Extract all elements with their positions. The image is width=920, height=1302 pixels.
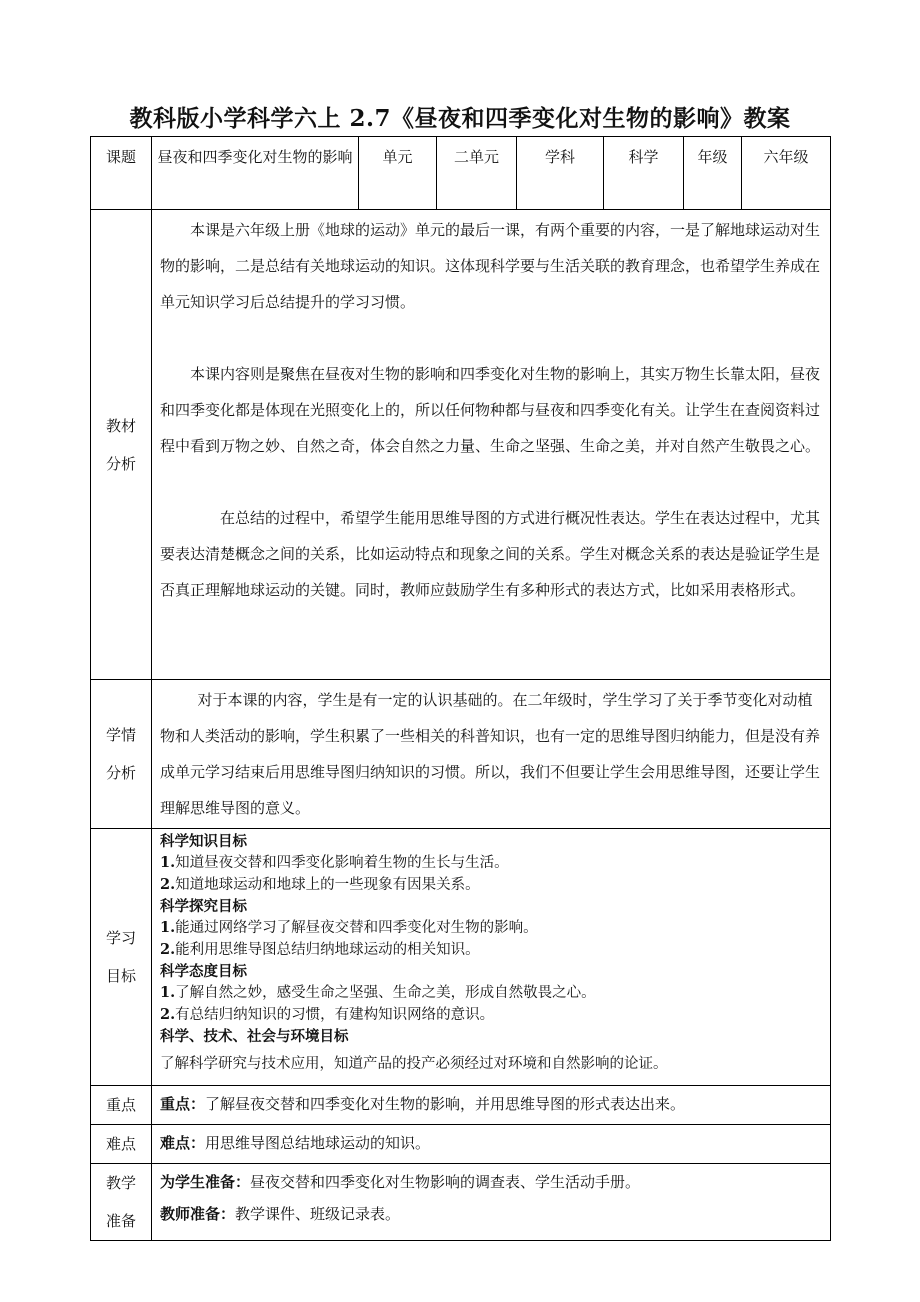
key-point-label: 重点 xyxy=(91,1086,152,1125)
key-point-prefix: 重点： xyxy=(160,1095,206,1113)
knowledge-item: 2.知道地球运动和地球上的一些现象有因果关系。 xyxy=(160,876,480,893)
difficulty-label: 难点 xyxy=(91,1125,152,1164)
student-analysis-text: 对于本课的内容，学生是有一定的认识基础的。在二年级时，学生学习了关于季节变化对动植物和人类活动的影响，学生积累了一些相关的科普知识，也有一定的思维导图归纳能力，但是没有养成单元学习结束后用思维导图归纳知识的习惯。所以，我们不但要让学生会用思维导图，还要让学生理解思维导图的意义。 xyxy=(160,691,821,817)
attitude-heading: 科学态度目标 xyxy=(160,963,247,980)
preparation-content xyxy=(152,1164,831,1241)
attitude-item: 1.了解自然之妙，感受生命之坚强、生命之美，形成自然敬畏之心。 xyxy=(160,984,596,1001)
preparation-row xyxy=(91,1164,831,1241)
learning-objectives-content xyxy=(152,829,831,1086)
unit-value: 二单元 xyxy=(437,137,517,210)
grade-label: 年级 xyxy=(684,137,742,210)
student-analysis-label: 学情分析 xyxy=(91,680,152,829)
difficulty-prefix: 难点： xyxy=(160,1134,206,1152)
topic-label: 课题 xyxy=(91,137,152,210)
key-point-text: 了解昼夜交替和四季变化对生物的影响，并用思维导图的形式表达出来。 xyxy=(205,1095,686,1113)
learning-objectives-row xyxy=(91,829,831,1086)
grade-value: 六年级 xyxy=(742,137,831,210)
sts-text: 了解科学研究与技术应用，知道产品的投产必须经过对环境和自然影响的论证。 xyxy=(160,1056,668,1072)
document-title: 教科版小学科学六上 2.7《昼夜和四季变化对生物的影响》教案 xyxy=(129,105,791,132)
inquiry-item: 1.能通过网络学习了解昼夜交替和四季变化对生物的影响。 xyxy=(160,919,538,936)
difficulty-row xyxy=(91,1125,831,1164)
difficulty-text: 用思维导图总结地球运动的知识。 xyxy=(205,1134,431,1152)
knowledge-heading: 科学知识目标 xyxy=(160,833,247,850)
preparation-label: 教学准备 xyxy=(91,1164,152,1241)
inquiry-heading: 科学探究目标 xyxy=(160,898,247,915)
textbook-analysis-row xyxy=(91,210,831,680)
key-point-row xyxy=(91,1086,831,1125)
sts-heading: 科学、技术、社会与环境目标 xyxy=(160,1028,349,1045)
topic-value: 昼夜和四季变化对生物的影响 xyxy=(152,137,359,210)
textbook-paragraph-3: 在总结的过程中，希望学生能用思维导图的方式进行概况性表达。学生在表达过程中，尤其要表达清楚概念之间的关系，比如运动特点和现象之间的关系。学生对概念关系的表达是验证学生是否真正理解地球运动的关键。同时，教师应鼓励学生有多种形式的表达方式，比如采用表格形式。 xyxy=(160,509,821,599)
attitude-item: 2.有总结归纳知识的习惯，有建构知识网络的意识。 xyxy=(160,1006,495,1023)
key-point-content xyxy=(152,1086,831,1125)
subject-label: 学科 xyxy=(517,137,604,210)
teacher-preparation: 教师准备：教学课件、班级记录表。 xyxy=(160,1205,401,1223)
textbook-analysis-content xyxy=(152,210,831,680)
lesson-plan-table xyxy=(90,136,831,1241)
knowledge-item: 1.知道昼夜交替和四季变化影响着生物的生长与生活。 xyxy=(160,854,509,871)
textbook-paragraph-1: 本课是六年级上册《地球的运动》单元的最后一课，有两个重要的内容，一是了解地球运动对生物的影响，二是总结有关地球运动的知识。这体现科学要与生活关联的教育理念，也希望学生养成在单元知识学习后总结提升的学习习惯。 xyxy=(160,221,821,311)
inquiry-item: 2.能利用思维导图总结归纳地球运动的相关知识。 xyxy=(160,941,480,958)
student-preparation: 为学生准备：昼夜交替和四季变化对生物影响的调查表、学生活动手册。 xyxy=(160,1173,641,1191)
subject-value: 科学 xyxy=(604,137,684,210)
header-row xyxy=(91,137,831,210)
student-analysis-content xyxy=(152,680,831,829)
learning-objectives-label: 学习目标 xyxy=(91,829,152,1086)
textbook-analysis-label: 教材分析 xyxy=(91,210,152,680)
unit-label: 单元 xyxy=(359,137,437,210)
textbook-paragraph-2: 本课内容则是聚焦在昼夜对生物的影响和四季变化对生物的影响上，其实万物生长靠太阳，昼夜和四季变化都是体现在光照变化上的，所以任何物种都与昼夜和四季变化有关。让学生在查阅资料过程中看到万物之妙、自然之奇，体会自然之力量、生命之坚强、生命之美，并对自然产生敬畏之心。 xyxy=(160,365,821,455)
difficulty-content xyxy=(152,1125,831,1164)
student-analysis-row xyxy=(91,680,831,829)
